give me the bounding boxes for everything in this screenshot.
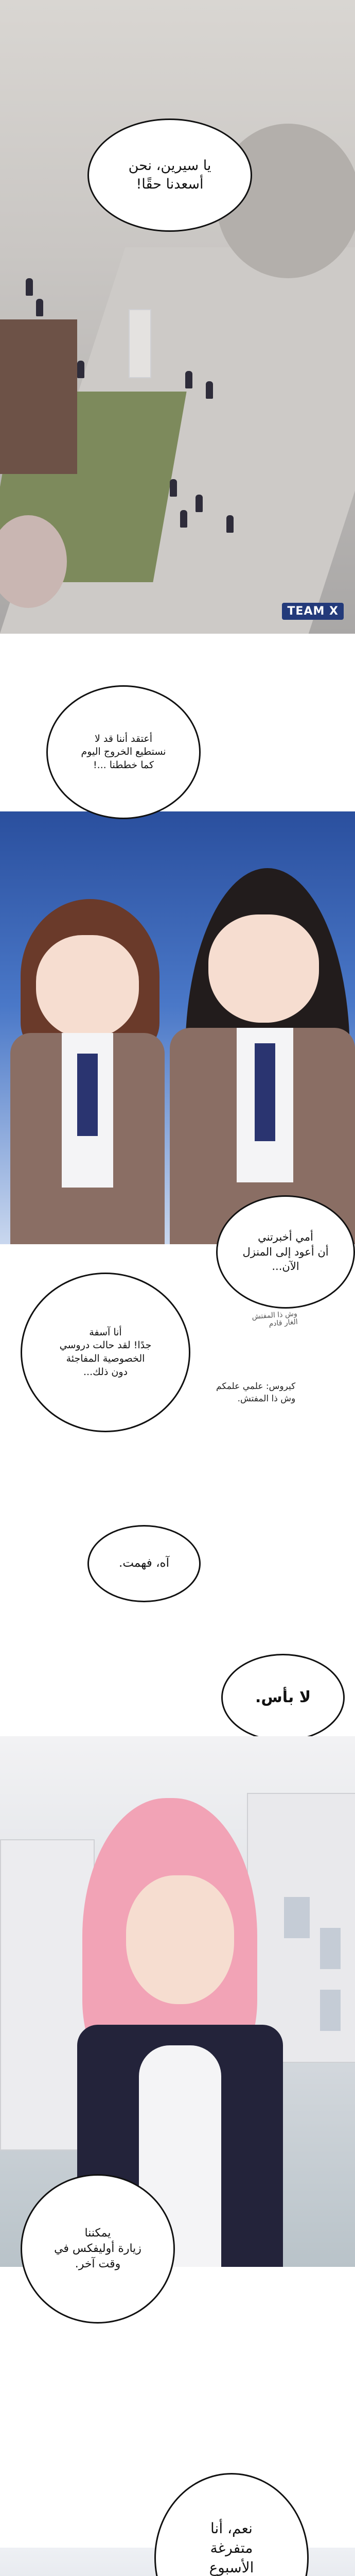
student-figure [26,278,33,296]
bubble-text: أنا آسفة جدًا! لقد حالت دروسي الخصوصية المفاجئة دون ذلك... [59,1326,152,1378]
building-roof [0,319,77,474]
bubble-text: يمكننا زيارة أوليفكس في وقت آخر. [54,2227,141,2270]
window [284,1897,310,1938]
girl-right-ribbon [255,1043,275,1141]
speech-bubble [216,1195,355,1309]
student-figure [196,495,203,512]
student-figure [180,510,187,528]
bubble-text: لا بأس. [255,1688,311,1706]
speech-bubble [21,2174,175,2324]
girl-right-face [208,914,319,1023]
window [320,1990,341,2031]
bubble-text: يا سيرين، نحن أسعدنا حقًا! [128,157,211,192]
scanlation-logo: TEAM X [282,603,344,620]
speech-bubble [154,2473,309,2576]
girl-left-face [36,935,139,1038]
student-figure [206,381,213,399]
gate-pillar [129,309,151,378]
sound-effect-text: وش ذا المفتش الغار قادم [251,1309,298,1328]
speech-bubble [87,118,252,232]
girl-left-ribbon [77,1054,98,1136]
translator-note: كيروس: علمي علمكم وش ذا المفتش. [216,1381,296,1404]
speech-bubble [221,1654,345,1741]
student-figure [36,299,43,316]
girl-face [126,1875,234,2004]
bubble-text: آه، فهمت. [119,1556,169,1570]
panel-street-overview [0,0,355,634]
speech-bubble [46,685,201,819]
bubble-text: نعم، أنا متفرغة الأسبوع [209,2520,254,2576]
bubble-text: أمي أخبرتني أن أعود إلى المنزل الآن... [242,1231,329,1273]
speech-bubble [87,1525,201,1602]
student-figure [185,371,192,388]
student-figure [170,479,177,497]
background-building [247,1793,355,2063]
student-figure [77,361,84,378]
window [320,1928,341,1969]
panel-two-girls [0,811,355,1244]
student-figure [226,515,234,533]
bubble-text: أعتقد أننا قد لا نستطيع الخروج اليوم كما خططنا ...! [81,733,166,771]
speech-bubble [21,1273,190,1432]
